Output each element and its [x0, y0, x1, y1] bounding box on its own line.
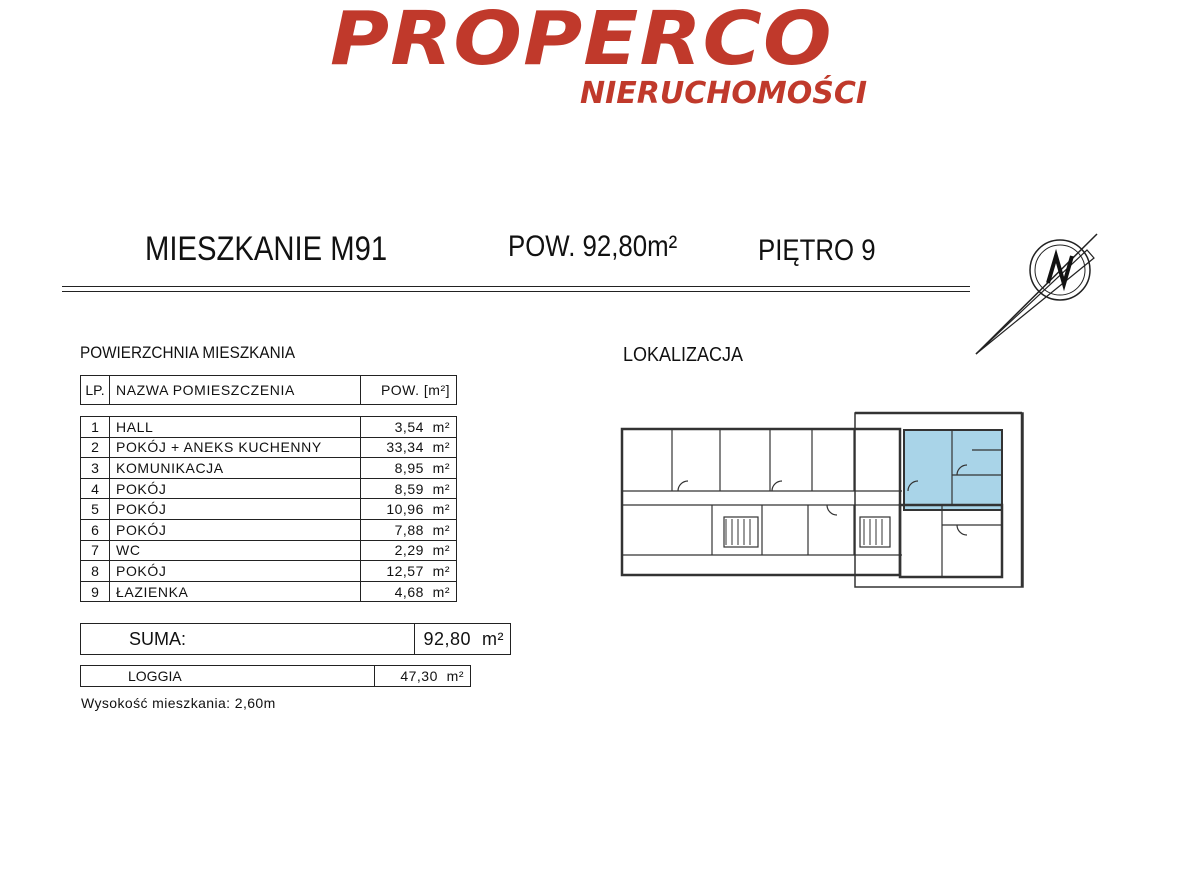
row-area: 3,54 m²: [361, 417, 457, 438]
header-divider: [62, 291, 970, 292]
row-lp: 1: [81, 417, 110, 438]
table-title: POWIERZCHNIA MIESZKANIA: [80, 343, 296, 362]
apartment-title: MIESZKANIE M91: [145, 230, 388, 268]
table-row: [81, 540, 457, 561]
sum-table: [80, 623, 511, 655]
row-lp: 7: [81, 540, 110, 561]
col-header-area: POW. [m²]: [361, 376, 457, 405]
row-name: POKÓJ: [110, 519, 361, 540]
row-name: KOMUNIKACJA: [110, 458, 361, 479]
table-row: [81, 581, 457, 602]
row-area: 33,34 m²: [361, 437, 457, 458]
room-table: [80, 416, 457, 602]
row-area: 2,29 m²: [361, 540, 457, 561]
loggia-value: 47,30 m²: [375, 666, 471, 687]
row-area: 8,59 m²: [361, 478, 457, 499]
logo-main-text: PROPERCO: [330, 0, 833, 82]
row-lp: 5: [81, 499, 110, 520]
row-name: POKÓJ: [110, 499, 361, 520]
ceiling-height-note: Wysokość mieszkania: 2,60m: [81, 695, 276, 711]
col-header-lp: LP.: [81, 376, 110, 405]
row-area: 4,68 m²: [361, 581, 457, 602]
row-lp: 4: [81, 478, 110, 499]
sum-label: SUMA:: [81, 624, 415, 655]
col-header-name: NAZWA POMIESZCZENIA: [110, 376, 361, 405]
logo-subtitle: NIERUCHOMOŚCI: [580, 76, 867, 111]
north-arrow-icon: [972, 228, 1107, 358]
table-row: [81, 478, 457, 499]
table-row: [81, 561, 457, 582]
row-name: POKÓJ + ANEKS KUCHENNY: [110, 437, 361, 458]
loggia-table: [80, 665, 471, 687]
room-table-header: [80, 375, 457, 405]
row-lp: 2: [81, 437, 110, 458]
highlighted-apartment: [904, 430, 1002, 510]
row-area: 8,95 m²: [361, 458, 457, 479]
sum-value: 92,80 m²: [415, 624, 511, 655]
table-row: [81, 519, 457, 540]
row-name: ŁAZIENKA: [110, 581, 361, 602]
row-lp: 9: [81, 581, 110, 602]
apartment-floor: PIĘTRO 9: [758, 234, 876, 267]
row-area: 12,57 m²: [361, 561, 457, 582]
location-title: LOKALIZACJA: [623, 344, 744, 366]
row-name: WC: [110, 540, 361, 561]
apartment-area: POW. 92,80m²: [508, 230, 678, 263]
row-area: 10,96 m²: [361, 499, 457, 520]
loggia-label: LOGGIA: [81, 666, 375, 687]
floor-plan: [612, 405, 1032, 595]
row-name: POKÓJ: [110, 561, 361, 582]
table-row: [81, 458, 457, 479]
row-lp: 8: [81, 561, 110, 582]
row-name: HALL: [110, 417, 361, 438]
logo-wordmark: [330, 0, 833, 82]
table-row: [81, 499, 457, 520]
table-row: [81, 437, 457, 458]
row-area: 7,88 m²: [361, 519, 457, 540]
row-name: POKÓJ: [110, 478, 361, 499]
header-divider: [62, 286, 970, 287]
row-lp: 6: [81, 519, 110, 540]
row-lp: 3: [81, 458, 110, 479]
table-row: [81, 417, 457, 438]
